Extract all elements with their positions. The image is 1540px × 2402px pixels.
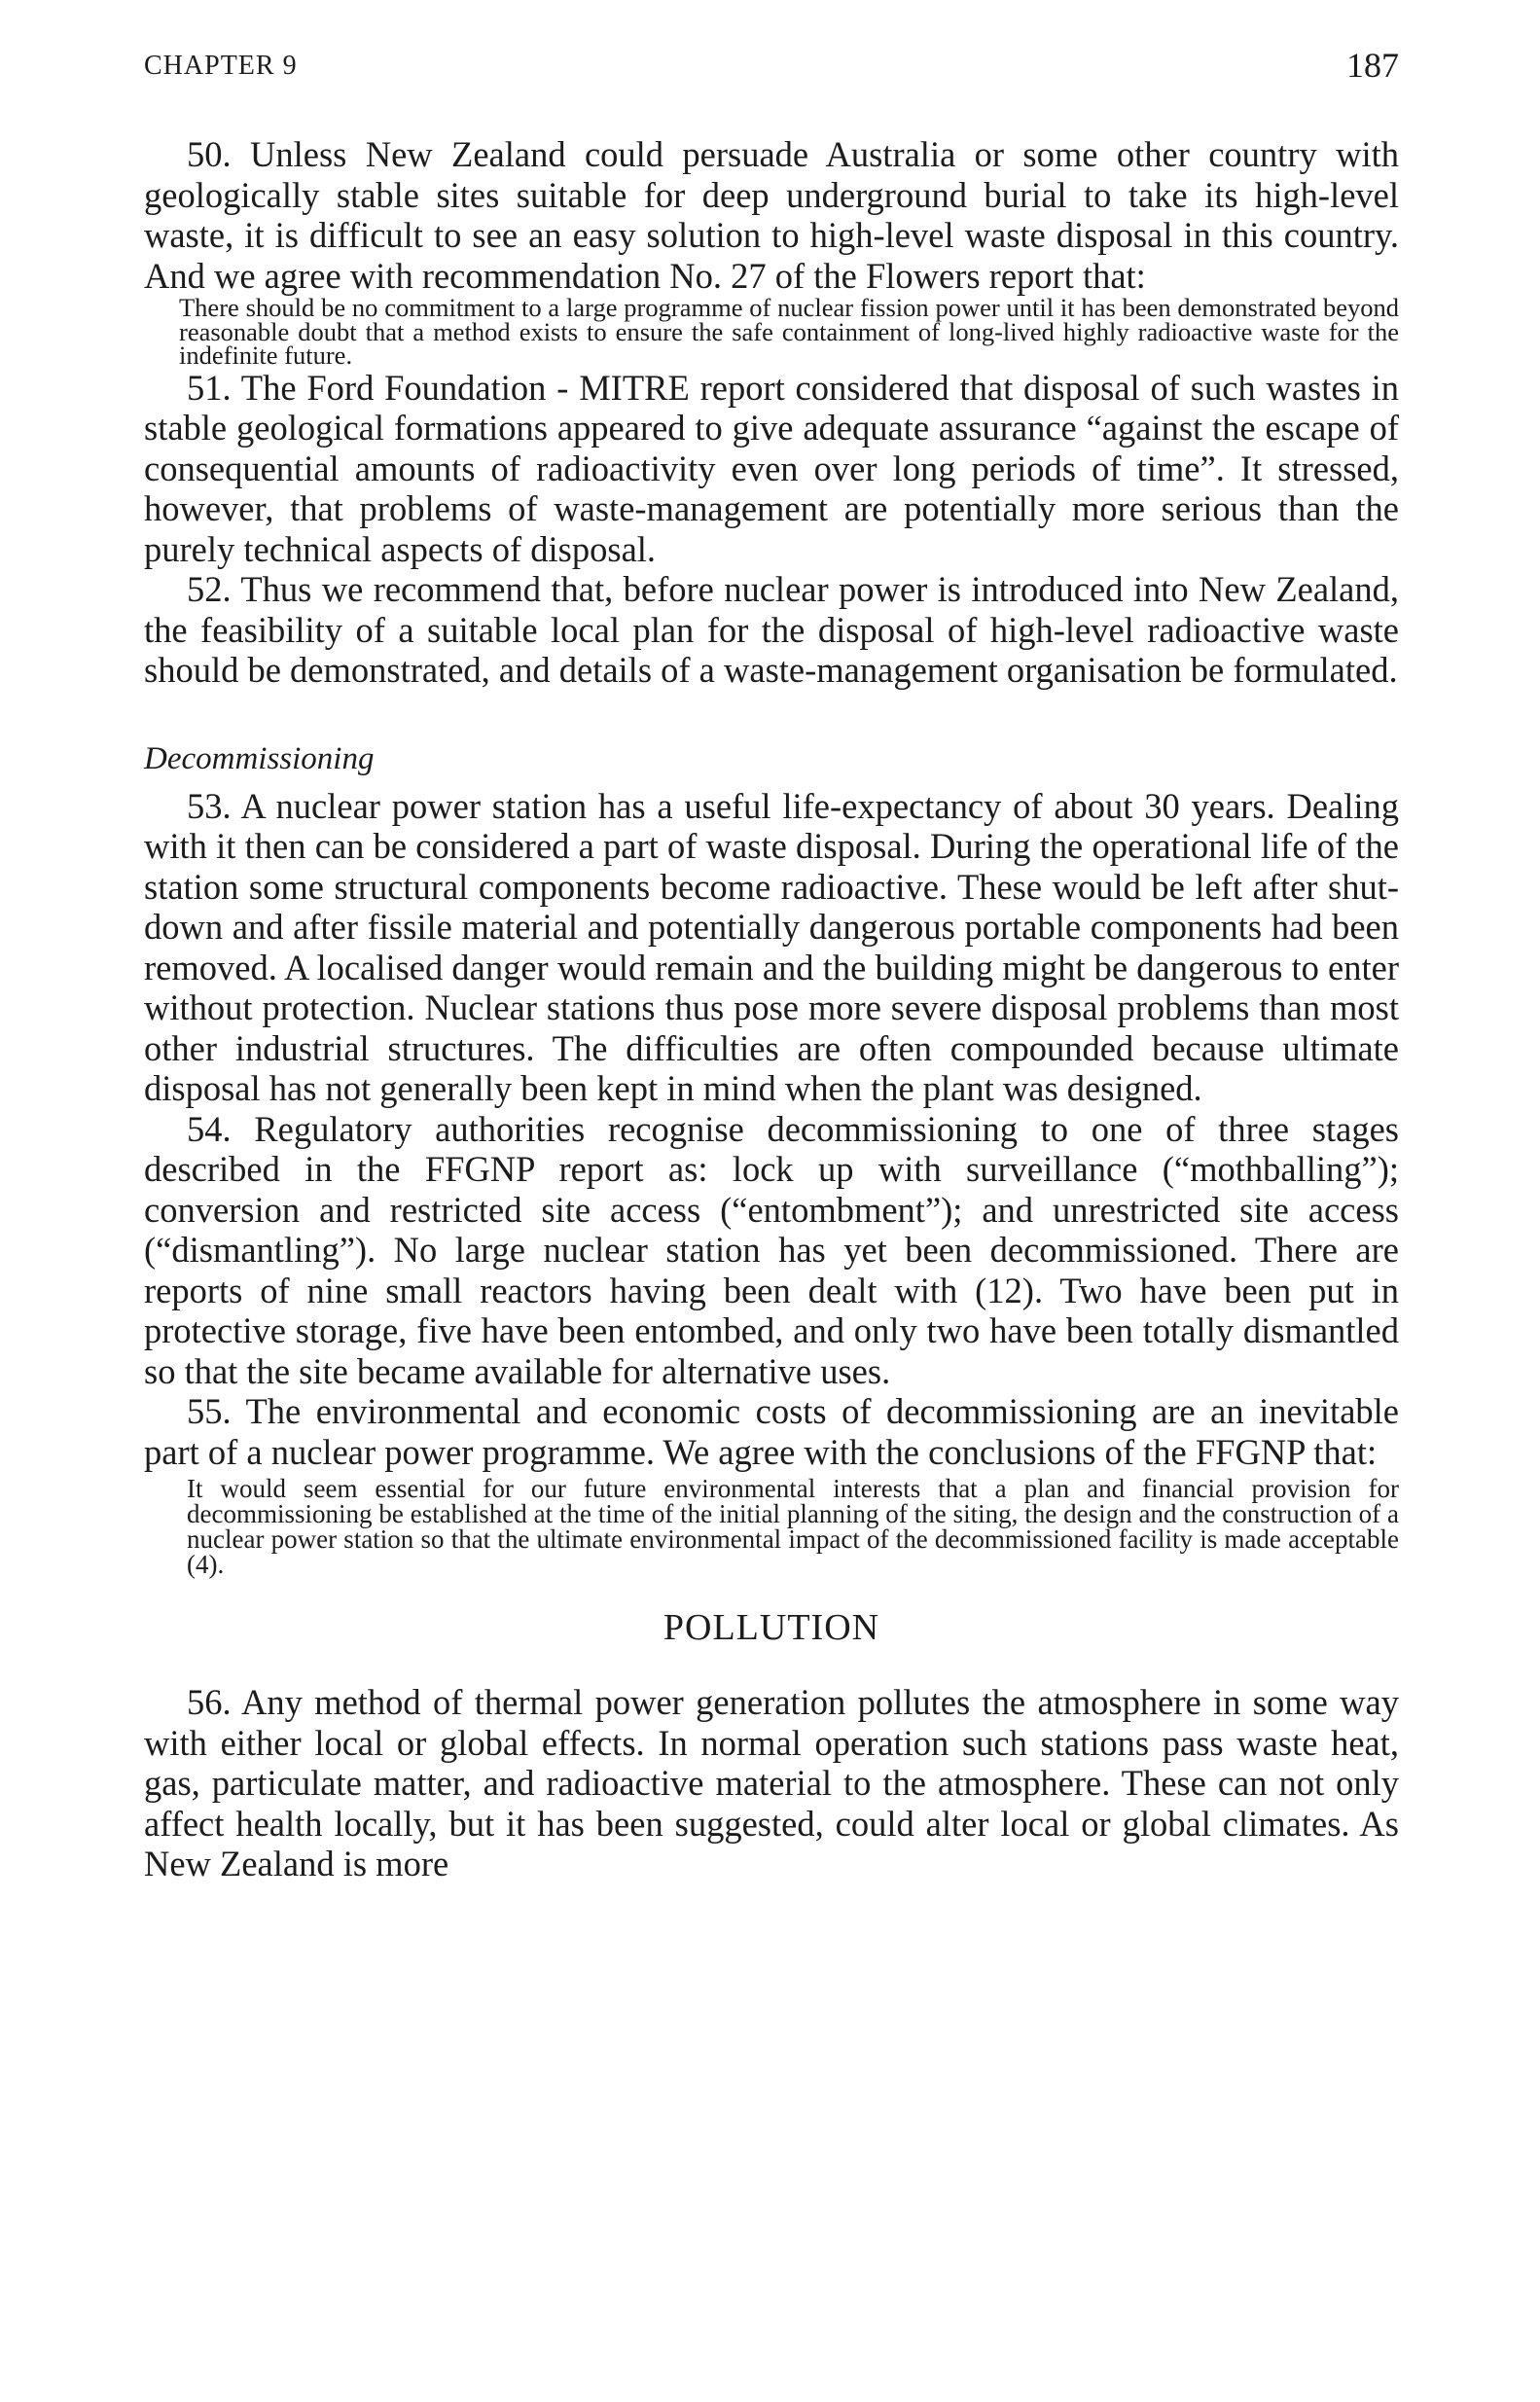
page-body [144, 134, 1399, 1884]
section-title-pollution: POLLUTION [663, 1607, 880, 1648]
page-header [144, 46, 1399, 99]
paragraph-50: 50. Unless New Zealand could persuade Australia or some other country with geologically stable sites suitable for deep underground burial to take its high-level waste, it is difficult to see an easy solution to high-level waste disposal in this country. And we agree with recommendation No. 27 of the Flowers report that: [144, 134, 1399, 296]
quote-flowers-report: There should be no commitment to a large programme of nuclear fission power until it has been demonstrated beyond reasonable doubt that a method exists to ensure the safe containment of long-lived highly radioactive waste for the indefinite future. [179, 293, 1399, 370]
paragraph-54: 54. Regulatory authorities recognise decommissioning to one of three stages described in the FFGNP report as: lock up with surveillance (“mothballing”); conversion and restricted site access (“entombment”); and unrestricted site access (“dismantling”). No large nuclear station has yet been decommissioned. There are reports of nine small reactors having been dealt with (12). Two have been put in protective storage, five have been entombed, and only two have been totally dismantled so that the site became available for alternative uses. [144, 1108, 1399, 1391]
paragraph-55: 55. The environmental and economic costs of decommissioning are an inevitable part of a nuclear power programme. We agree with the conclusions of the FFGNP that: [144, 1391, 1399, 1472]
paragraph-51: 51. The Ford Foundation - MITRE report considered that disposal of such wastes in stable geological formations appeared to give adequate assurance “against the escape of consequential amounts of radioactivity even over long periods of time”. It stressed, however, that problems of waste-management are potentially more serious than the purely technical aspects of disposal. [144, 367, 1399, 569]
quote-ffgnp: It would seem essential for our future environmental interests that a plan and financial provision for decommissioning be established at the time of the initial planning of the siting, the design and the construction of a nuclear power station so that the ultimate environmental impact of the decommissioned facility is made acceptable (4). [187, 1474, 1399, 1579]
paragraph-52: 52. Thus we recommend that, before nuclear power is introduced into New Zealand, the feasibility of a suitable local plan for the disposal of high-level radioactive waste should be demonstrated, and details of a waste-management organisation be formulated. [144, 569, 1399, 690]
page-number: 187 [1346, 46, 1399, 85]
subheading-decommissioning: Decommissioning [144, 740, 375, 776]
paragraph-56: 56. Any method of thermal power generation pollutes the atmosphere in some way with either local or global effects. In normal operation such stations pass waste heat, gas, particulate matter, and radioactive material to the atmosphere. These can not only affect health locally, but it has been suggested, could alter local or global climates. As New Zealand is more [144, 1682, 1399, 1883]
chapter-label: CHAPTER 9 [144, 51, 298, 81]
paragraph-53: 53. A nuclear power station has a useful life-expectancy of about 30 years. Dealing with it then can be considered a part of waste disposal. During the operational life of the station some structural components become radioactive. These would be left after shut-down and after fissile material and potentially dangerous portable components had been removed. A localised danger would remain and the building might be dangerous to enter without protection. Nuclear stations thus pose more severe disposal problems than most other industrial structures. The difficulties are often compounded because ultimate disposal has not generally been kept in mind when the plant was designed. [144, 785, 1399, 1108]
